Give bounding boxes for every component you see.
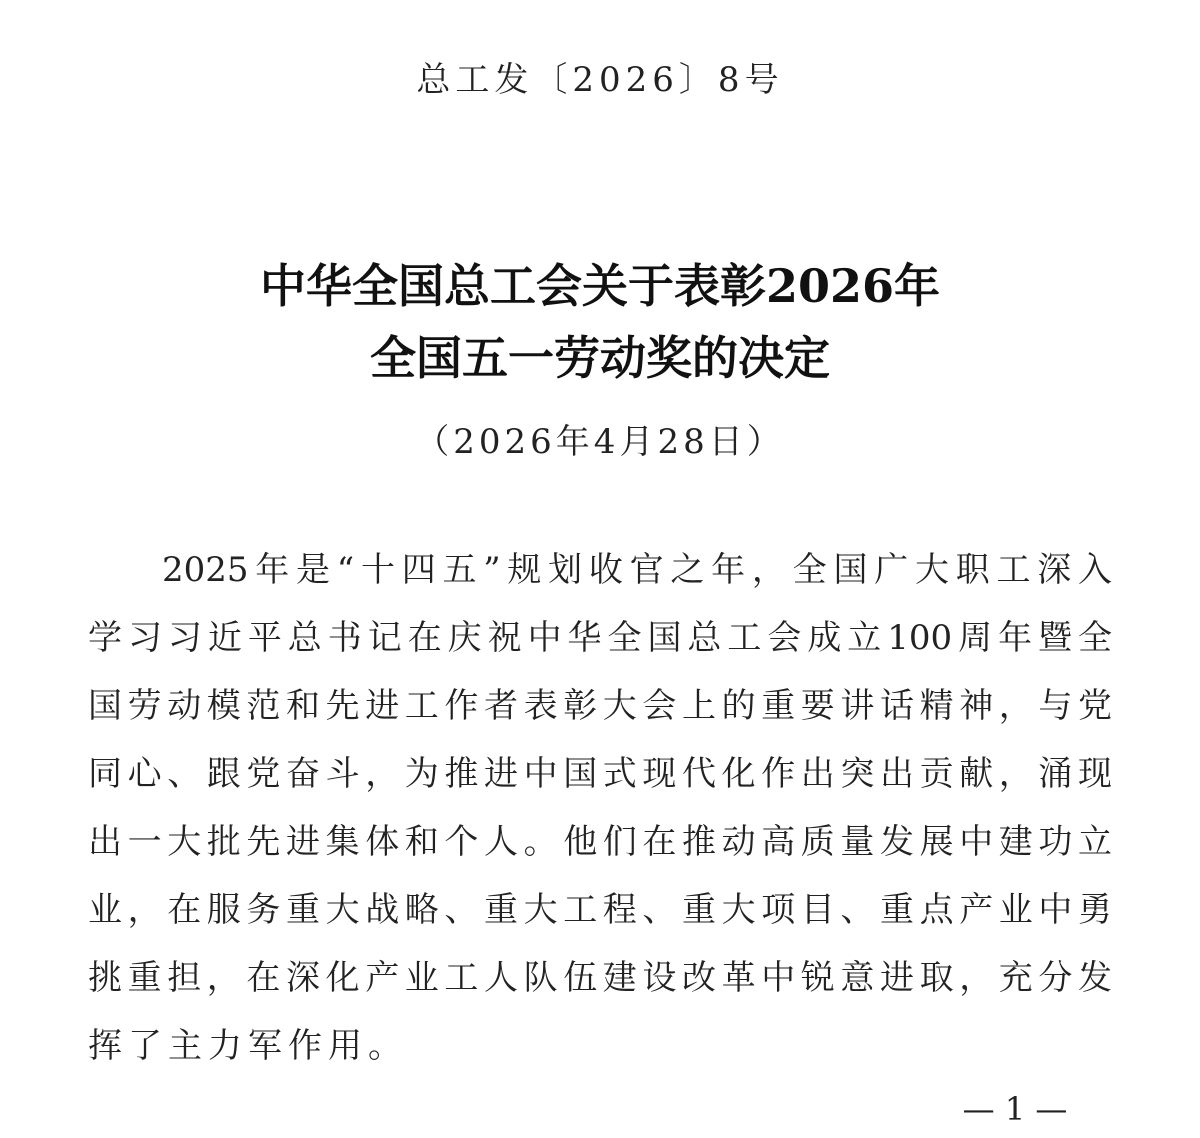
body-line: 挑重担，在深化产业工人队伍建设改革中锐意进取，充分发: [88, 958, 1112, 998]
document-date: （2026年4月28日）: [415, 422, 785, 462]
document-number: 总工发〔2026〕8号: [416, 60, 784, 100]
body-line: 国劳动模范和先进工作者表彰大会上的重要讲话精神，与党: [88, 686, 1112, 726]
page-number: — 1 —: [962, 1090, 1068, 1128]
title-line-2: 全国五一劳动奖的决定: [370, 331, 830, 385]
body-line: 学习习近平总书记在庆祝中华全国总工会成立100周年暨全: [88, 618, 1112, 658]
document-title: [0, 250, 1200, 394]
body-line: 同心、跟党奋斗，为推进中国式现代化作出突出贡献，涌现: [88, 754, 1112, 794]
body-line: 业，在服务重大战略、重大工程、重大项目、重点产业中勇: [88, 890, 1112, 930]
document-body: [88, 536, 1112, 1080]
body-line: 2025年是“十四五”规划收官之年，全国广大职工深入: [162, 550, 1112, 590]
body-line: 出一大批先进集体和个人。他们在推动高质量发展中建功立: [88, 822, 1112, 862]
title-line-1: 中华全国总工会关于表彰2026年: [259, 259, 941, 313]
body-line: 挥了主力军作用。: [88, 1026, 408, 1066]
